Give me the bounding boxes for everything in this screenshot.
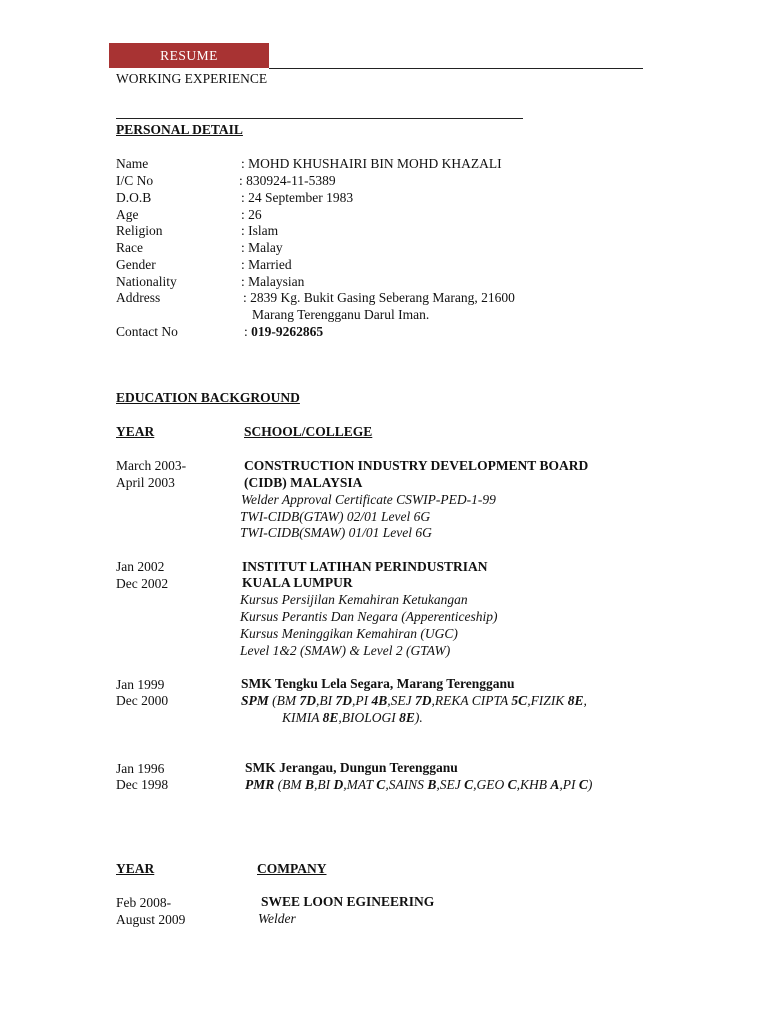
grade-value: A <box>550 777 560 792</box>
edu-grades <box>241 693 587 709</box>
edu-institution: SMK Tengku Lela Segara, Marang Terengganu <box>241 676 515 691</box>
detail-label: Nationality <box>116 274 177 289</box>
grade-list <box>269 693 587 708</box>
detail-label: Name <box>116 156 149 171</box>
detail-value: : Malay <box>241 240 283 255</box>
edu-detail: TWI-CIDB(SMAW) 01/01 Level 6G <box>240 525 432 540</box>
grade-value: D <box>333 777 344 792</box>
detail-label: Race <box>116 240 143 255</box>
edu-grades <box>245 777 592 793</box>
edu-detail: Kursus Meninggikan Kemahiran (UGC) <box>240 626 458 641</box>
detail-value: : 26 <box>241 207 262 222</box>
detail-label: Religion <box>116 223 163 238</box>
detail-value: : 2839 Kg. Bukit Gasing Seberang Marang, 21600 <box>243 290 515 305</box>
edu-institution-line2: (CIDB) MALAYSIA <box>244 475 363 490</box>
subject-name: (BM <box>268 693 300 708</box>
edu-year-start: March 2003- <box>116 458 187 473</box>
detail-label: I/C No <box>116 173 154 188</box>
edu-institution: SMK Jerangau, Dungun Terengganu <box>245 760 458 775</box>
subject-name: ,MAT <box>343 777 377 792</box>
working-experience-title: WORKING EXPERIENCE <box>116 71 268 86</box>
grade-value: C <box>464 777 474 792</box>
subject-name: ,KHB <box>516 777 551 792</box>
detail-value: : MOHD KHUSHAIRI BIN MOHD KHAZALI <box>241 156 502 171</box>
section-divider <box>116 118 523 119</box>
edu-institution: CONSTRUCTION INDUSTRY DEVELOPMENT BOARD <box>244 458 589 473</box>
grade-value: 8E <box>567 693 584 708</box>
grade-value: 7D <box>415 693 432 708</box>
subject-name: ,SEJ <box>436 777 465 792</box>
grade-value: 8E <box>399 710 415 725</box>
grade-value: C <box>376 777 386 792</box>
edu-institution: INSTITUT LATIHAN PERINDUSTRIAN <box>242 559 488 574</box>
subject-name: ,PI <box>559 777 579 792</box>
grade-list <box>274 777 592 792</box>
subject-name: ,REKA CIPTA <box>431 693 512 708</box>
grade-value: 5C <box>511 693 528 708</box>
subject-name: ,SAINS <box>385 777 428 792</box>
detail-value: : 830924-11-5389 <box>239 173 336 188</box>
company-name: SWEE LOON EGINEERING <box>261 894 435 909</box>
subject-name: ) <box>587 777 593 792</box>
grade-value: C <box>578 777 588 792</box>
edu-year-end: Dec 2002 <box>116 576 169 591</box>
edu-institution-line2: KUALA LUMPUR <box>242 575 353 590</box>
work-year-end: August 2009 <box>116 912 186 927</box>
grade-value: B <box>305 777 315 792</box>
detail-value: : 24 September 1983 <box>241 190 354 205</box>
grade-value: B <box>427 777 437 792</box>
detail-value: : Malaysian <box>241 274 305 289</box>
edu-year-end: April 2003 <box>116 475 175 490</box>
edu-detail: Welder Approval Certificate CSWIP-PED-1-99 <box>241 492 496 507</box>
contact-number: 019-9262865 <box>251 324 324 339</box>
subject-name: , <box>583 693 587 708</box>
exam-name: PMR <box>245 777 275 792</box>
resume-tab: RESUME <box>109 43 269 68</box>
detail-value: : Married <box>241 257 292 272</box>
grade-value: 7D <box>335 693 353 708</box>
detail-label: Age <box>116 207 139 222</box>
education-heading: EDUCATION BACKGROUND <box>116 390 300 405</box>
subject-name: ,SEJ <box>387 693 416 708</box>
exam-name: SPM <box>241 693 269 708</box>
subject-name: KIMIA <box>282 710 323 725</box>
edu-detail: TWI-CIDB(GTAW) 02/01 Level 6G <box>240 509 431 524</box>
edu-year-start: Jan 1999 <box>116 677 165 692</box>
header-rule <box>269 68 643 69</box>
detail-value: : Islam <box>241 223 279 238</box>
school-column-header: SCHOOL/COLLEGE <box>244 424 373 439</box>
grade-value: C <box>507 777 517 792</box>
edu-year-start: Jan 2002 <box>116 559 165 574</box>
year-column-header: YEAR <box>116 424 155 439</box>
grade-value: 7D <box>299 693 317 708</box>
detail-label: D.O.B <box>116 190 152 205</box>
subject-name: (BM <box>274 777 306 792</box>
subject-name: ,PI <box>352 693 372 708</box>
grade-list-line2 <box>282 710 423 726</box>
subject-name: ,BI <box>316 693 336 708</box>
personal-detail-heading: PERSONAL DETAIL <box>116 122 243 137</box>
subject-name: ,BI <box>314 777 334 792</box>
contact-value <box>244 324 323 340</box>
detail-label: Gender <box>116 257 156 272</box>
subject-name: ,BIOLOGI <box>338 710 400 725</box>
subject-name: ,GEO <box>473 777 508 792</box>
company-column-header: COMPANY <box>257 861 327 876</box>
address-line-2: Marang Terengganu Darul Iman. <box>252 307 430 322</box>
subject-name: ). <box>414 710 423 725</box>
work-year-column-header: YEAR <box>116 861 155 876</box>
edu-detail: Kursus Perantis Dan Negara (Apperenticeship) <box>240 609 498 624</box>
edu-year-end: Dec 2000 <box>116 693 169 708</box>
grade-value: 4B <box>371 693 388 708</box>
detail-label: Address <box>116 290 161 305</box>
detail-label: Contact No <box>116 324 178 339</box>
edu-year-start: Jan 1996 <box>116 761 165 776</box>
work-year-start: Feb 2008- <box>116 895 172 910</box>
grade-value: 8E <box>322 710 339 725</box>
edu-year-end: Dec 1998 <box>116 777 169 792</box>
job-position: Welder <box>258 911 296 926</box>
edu-detail: Level 1&2 (SMAW) & Level 2 (GTAW) <box>240 643 451 658</box>
subject-name: ,FIZIK <box>527 693 568 708</box>
edu-detail: Kursus Persijilan Kemahiran Ketukangan <box>240 592 468 607</box>
contact-prefix: : <box>244 324 252 339</box>
